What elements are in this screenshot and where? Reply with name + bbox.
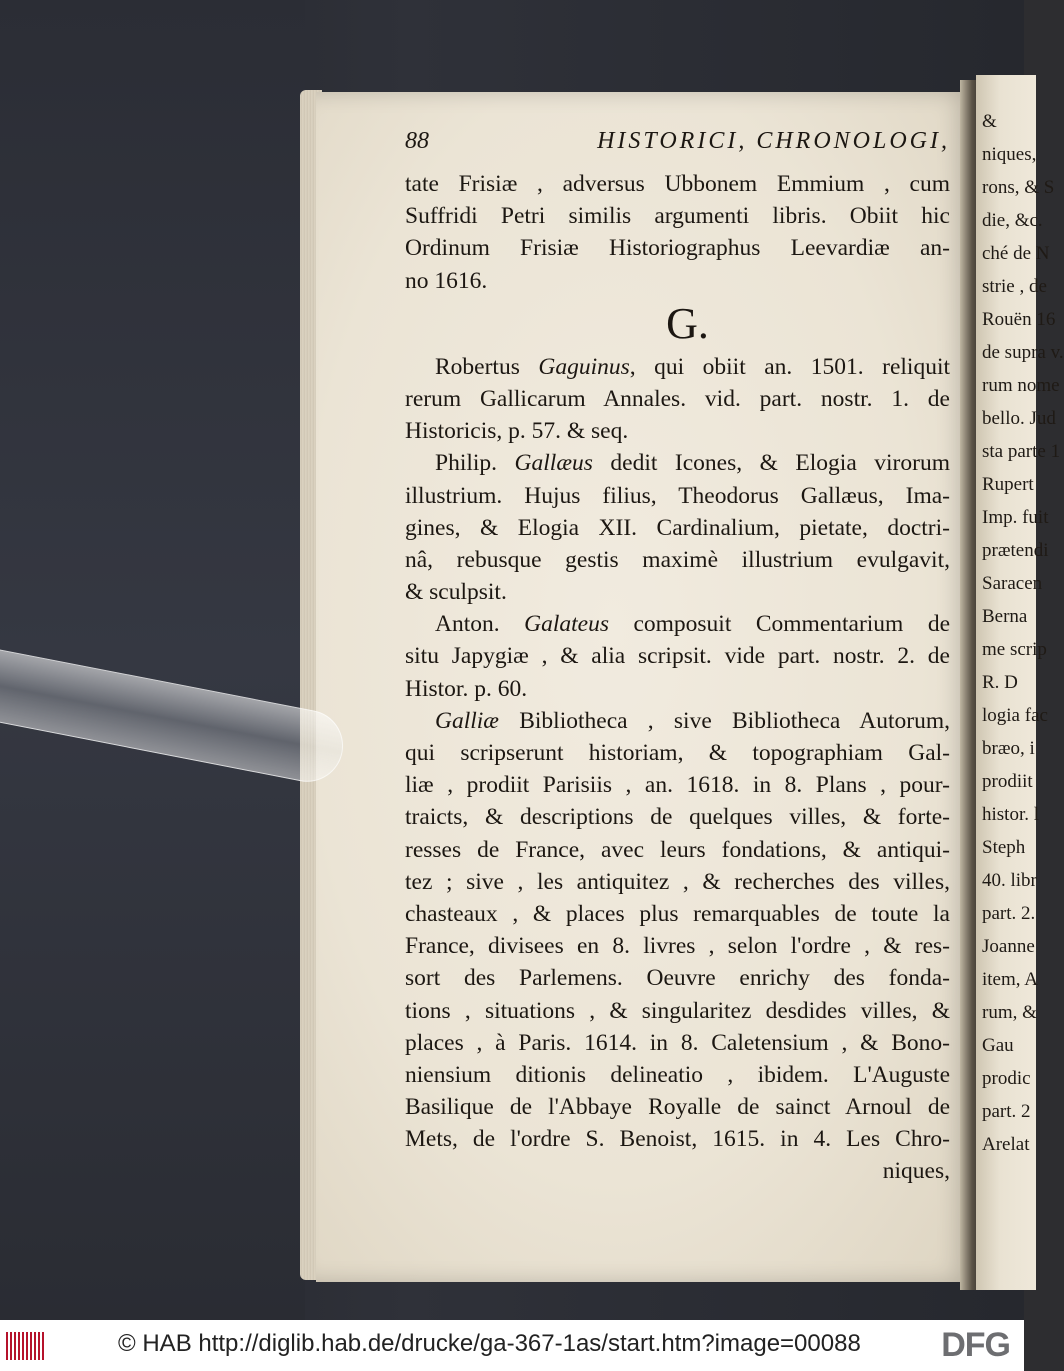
facing-page-line: rum nome [982, 375, 1060, 396]
facing-page-line: R. D [982, 672, 1018, 693]
facing-page-line: Rupert [982, 474, 1034, 495]
facing-page [976, 75, 1064, 1290]
facing-page-text [982, 105, 1062, 1161]
text-line: nâ, rebusque gestis maximè illustrium evulgavit, [405, 546, 950, 573]
text-line: niensium ditionis delineatio , ibidem. L'Auguste [405, 1061, 950, 1088]
facing-page-line: rons, & S [982, 177, 1055, 198]
text-line: tions , situations , & singularitez desdides villes, & [405, 997, 950, 1024]
text-line: liæ , prodiit Parisiis , an. 1618. in 8. Plans , pour- [405, 772, 950, 799]
footer-bar [0, 1320, 1024, 1371]
text-line: Suffridi Petri similis argumenti libris. Obiit hic [405, 203, 950, 230]
text-line: situ Japygiæ , & alia scripsit. vide part. nostr. 2. de [405, 643, 950, 670]
text-line: places , à Paris. 1614. in 8. Caletensium , & Bono- [405, 1029, 950, 1056]
entry-name: Gaguinus [538, 353, 630, 380]
text-line: qui scripserunt historiam, & topographiam Gal- [405, 740, 950, 766]
text-line: & sculpsit. [405, 579, 507, 606]
entry-name: Gallæus [514, 450, 593, 477]
facing-page-line: Imp. fuit [982, 507, 1049, 528]
entry-gaguinus [405, 351, 950, 448]
entry-text: , qui obiit an. 1501. reliquit [629, 353, 951, 380]
paragraph-continued [405, 168, 950, 297]
section-letter: G. [666, 298, 709, 348]
running-head [405, 128, 950, 168]
entry-text: dedit Icones, & Elogia virorum [592, 450, 950, 477]
facing-page-line: & [982, 111, 997, 132]
text-line: chasteaux , & places plus remarquables de toute la [405, 900, 950, 927]
entry-galateus [405, 608, 950, 705]
facing-page-line: 40. libr [982, 870, 1037, 891]
facing-page-line: rum, & [982, 1002, 1037, 1023]
text-line: Historicis, p. 57. & seq. [405, 418, 629, 445]
text-line [405, 351, 950, 383]
page-number: 88 [405, 128, 429, 154]
text-line [405, 447, 950, 479]
text-line [405, 608, 950, 640]
text-line [405, 705, 950, 737]
entry-text: composuit Commentarium de [608, 611, 950, 638]
text-line: France, divisees en 8. livres , selon l'ordre , & res- [405, 933, 950, 960]
running-title: HISTORICI, CHRONOLOGI, [597, 128, 950, 154]
entry-galliae [405, 705, 950, 1156]
entry-text: Bibliotheca , sive Bibliotheca Autorum, [498, 707, 950, 734]
text-line: traicts, & descriptions de quelques villes, & forte- [405, 804, 950, 831]
facing-page-line: strie , de [982, 276, 1047, 297]
text-line: rerum Gallicarum Annales. vid. part. nostr. 1. de [405, 385, 950, 412]
facing-page-line: part. 2 [982, 1101, 1031, 1122]
text-line: Ordinum Frisiæ Historiographus Leevardiæ an- [405, 235, 950, 262]
entry-gallaeus [405, 447, 950, 608]
entry-name: Galliæ [435, 707, 499, 734]
catchword: niques, [882, 1158, 950, 1185]
facing-page-line: prodiit [982, 771, 1033, 792]
facing-page-line: ché de N [982, 243, 1050, 264]
entry-name: Galateus [524, 611, 609, 638]
entry-lead: Philip. [435, 450, 515, 477]
hab-barcode-icon [6, 1332, 46, 1360]
facing-page-line: sta parte 1 [982, 441, 1061, 462]
facing-page-line: Gau [982, 1035, 1014, 1056]
text-line: resses de France, avec leurs fondations, & antiqui- [405, 836, 950, 863]
text-line: tez ; sive , les antiquitez , & recherches des villes, [405, 868, 950, 895]
facing-page-line: bello. Jud [982, 408, 1056, 429]
text-line: illustrium. Hujus filius, Theodorus Gallæus, Ima- [405, 482, 950, 509]
facing-page-line: prodic [982, 1068, 1031, 1089]
text-line: Basilique de l'Abbaye Royalle de sainct Arnoul de [405, 1094, 950, 1121]
text-line: sort des Parlemens. Oeuvre enrichy des fonda- [405, 965, 950, 992]
facing-page-line: Saracen [982, 573, 1043, 594]
facing-page-line: logia fac [982, 705, 1048, 726]
facing-page-line: item, A [982, 969, 1038, 990]
facing-page-line: bræo, i [982, 738, 1035, 759]
facing-page-line: de supra v. [982, 342, 1064, 363]
facing-page-line: Steph [982, 837, 1026, 858]
facing-page-line: Joanne [982, 936, 1035, 957]
facing-page-line: die, &c. [982, 210, 1043, 231]
facing-page-line: Arelat [982, 1134, 1030, 1155]
facing-page-line: Berna [982, 606, 1028, 627]
facing-page-line: prætendi [982, 540, 1049, 561]
page-text [405, 128, 950, 1188]
text-line: gines, & Elogia XII. Cardinalium, pietate, doctri- [405, 514, 950, 541]
dfg-logo: DFG [941, 1326, 1010, 1364]
text-line: Mets, de l'ordre S. Benoist, 1615. in 4. Les Chro- [405, 1126, 950, 1153]
facing-page-line: part. 2. [982, 903, 1036, 924]
entry-lead: Anton. [435, 611, 525, 638]
text-line: Histor. p. 60. [405, 675, 528, 702]
copyright-link[interactable]: © HAB http://diglib.hab.de/drucke/ga-367-1as/start.htm?image=00088 [118, 1330, 861, 1357]
facing-page-line: me scrip [982, 639, 1047, 660]
text-line: no 1616. [405, 267, 488, 294]
text-line: tate Frisiæ , adversus Ubbonem Emmium , cum [405, 171, 950, 197]
facing-page-line: niques, [982, 144, 1037, 165]
entry-lead: Robertus [435, 353, 539, 380]
facing-page-line: histor. l [982, 804, 1040, 825]
facing-page-line: Rouën 16 [982, 309, 1056, 330]
